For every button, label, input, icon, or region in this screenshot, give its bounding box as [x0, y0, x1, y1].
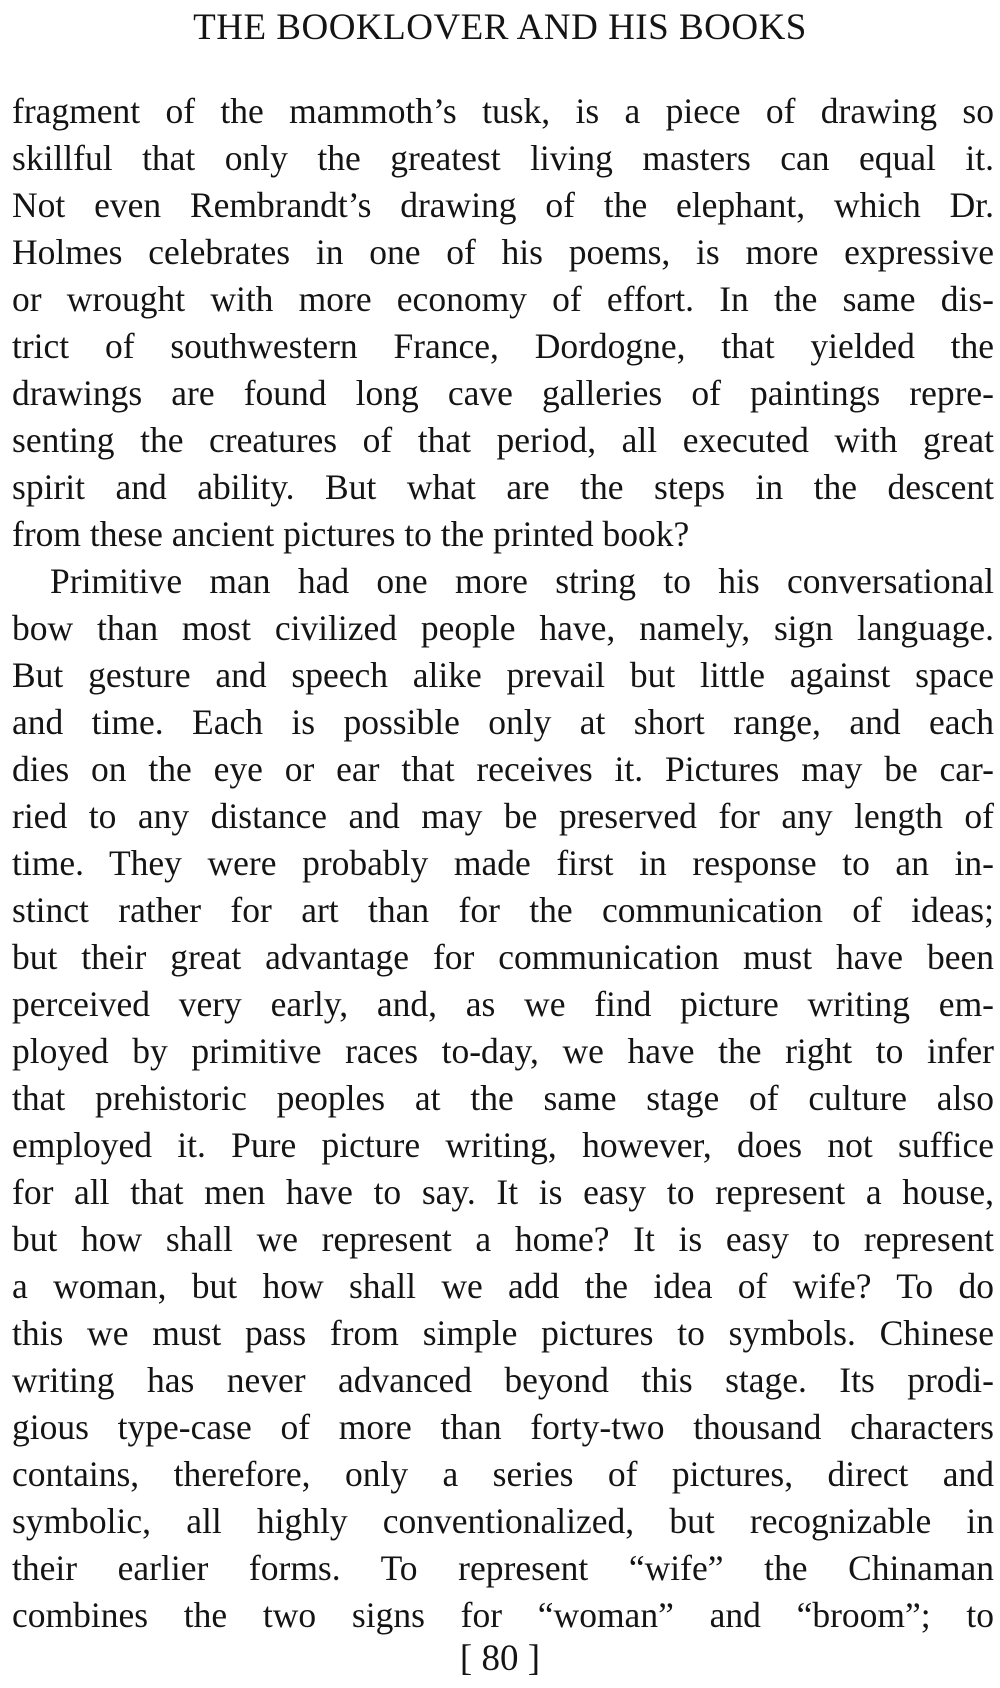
- text-line: writing has never advanced beyond this stage. Its prodi-: [12, 1360, 994, 1400]
- text-line: or wrought with more economy of effort. In the same dis-: [12, 279, 994, 319]
- text-line: Not even Rembrandt’s drawing of the elephant, which Dr.: [12, 185, 994, 225]
- text-line: dies on the eye or ear that receives it. Pictures may be car-: [12, 749, 994, 789]
- text-line: bow than most civilized people have, namely, sign language.: [12, 608, 994, 648]
- text-line: spirit and ability. But what are the steps in the descent: [12, 467, 994, 507]
- text-line: but how shall we represent a home? It is easy to represent: [12, 1219, 994, 1259]
- text-line: trict of southwestern France, Dordogne, that yielded the: [12, 326, 994, 366]
- text-line: gious type-case of more than forty-two thousand characters: [12, 1407, 994, 1447]
- text-line: skillful that only the greatest living masters can equal it.: [12, 138, 994, 178]
- text-line: a woman, but how shall we add the idea of wife? To do: [12, 1266, 994, 1306]
- text-line: ried to any distance and may be preserved for any length of: [12, 796, 994, 836]
- text-line: time. They were probably made first in response to an in-: [12, 843, 994, 883]
- text-line: this we must pass from simple pictures to symbols. Chinese: [12, 1313, 994, 1353]
- text-line: fragment of the mammoth’s tusk, is a piece of drawing so: [12, 91, 994, 131]
- text-line: combines the two signs for “woman” and “broom”; to: [12, 1595, 994, 1635]
- text-line: their earlier forms. To represent “wife” the Chinaman: [12, 1548, 994, 1588]
- text-line: but their great advantage for communication must have been: [12, 937, 994, 977]
- text-line: symbolic, all highly conventionalized, but recognizable in: [12, 1501, 994, 1541]
- text-line: Holmes celebrates in one of his poems, is more expressive: [12, 232, 994, 272]
- text-line: perceived very early, and, as we find picture writing em-: [12, 984, 994, 1024]
- text-line: employed it. Pure picture writing, however, does not suffice: [12, 1125, 994, 1165]
- text-line: from these ancient pictures to the printed book?: [12, 514, 690, 554]
- text-line: drawings are found long cave galleries of paintings repre-: [12, 373, 994, 413]
- text-line: stinct rather for art than for the communication of ideas;: [12, 890, 994, 930]
- text-line: for all that men have to say. It is easy to represent a house,: [12, 1172, 994, 1212]
- page-number: [ 80 ]: [459, 1638, 541, 1679]
- running-head: THE BOOKLOVER AND HIS BOOKS: [193, 7, 807, 48]
- text-line: Primitive man had one more string to his conversational: [50, 561, 994, 601]
- text-line: But gesture and speech alike prevail but little against space: [12, 655, 994, 695]
- body-text: [12, 88, 994, 1639]
- text-line: that prehistoric peoples at the same stage of culture also: [12, 1078, 994, 1118]
- text-line: ployed by primitive races to-day, we have the right to infer: [12, 1031, 994, 1071]
- text-line: contains, therefore, only a series of pictures, direct and: [12, 1454, 994, 1494]
- text-line: senting the creatures of that period, all executed with great: [12, 420, 994, 460]
- text-line: and time. Each is possible only at short range, and each: [12, 702, 994, 742]
